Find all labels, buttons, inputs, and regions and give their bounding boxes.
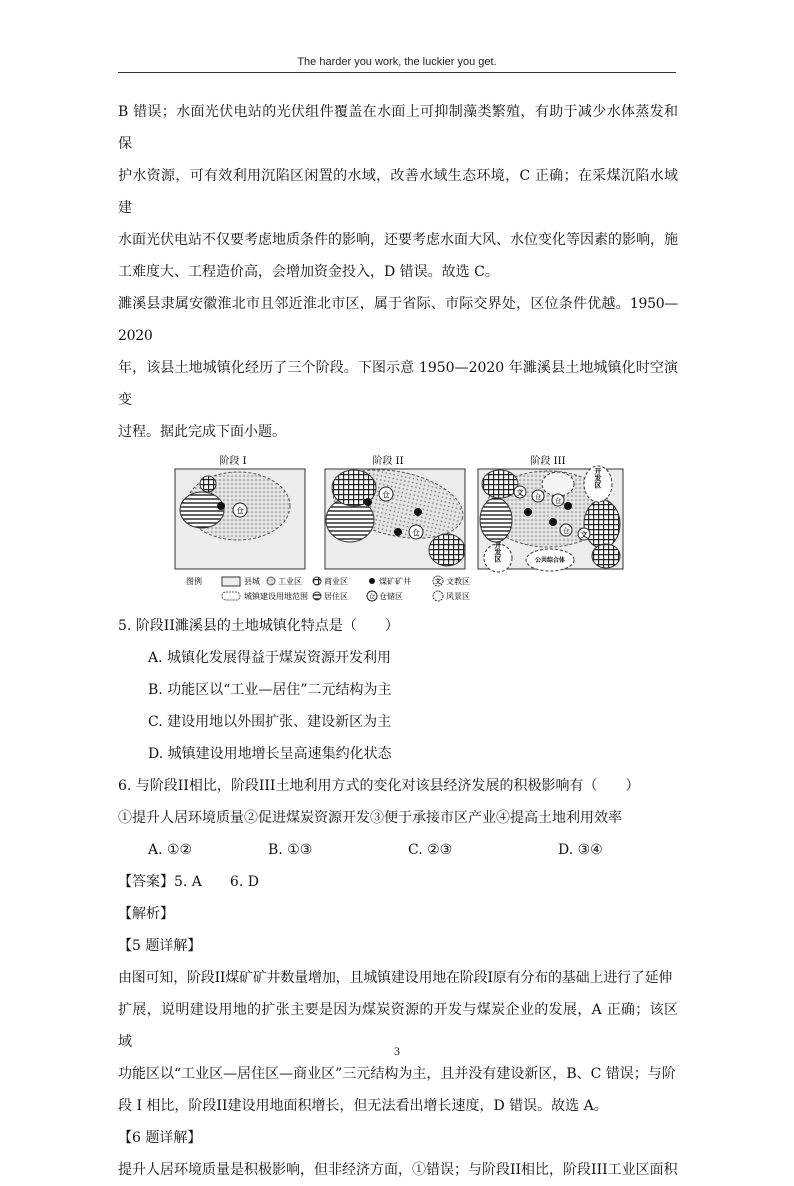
legend-scenic-swatch bbox=[433, 591, 443, 601]
stage-title-2: 阶段 II bbox=[372, 456, 404, 467]
storage-marker-text: 仓 bbox=[534, 493, 542, 501]
question-stem bbox=[118, 288, 678, 448]
legend-culture-glyph: 文 bbox=[434, 578, 442, 586]
commerce-zone bbox=[592, 544, 620, 568]
paragraph-line: 提升人居环境质量是积极影响，但非经济方面，①错误；与阶段II相比，阶段III工业区面积 bbox=[118, 1162, 678, 1178]
stage-1-map bbox=[175, 469, 305, 569]
stage-3-map bbox=[478, 466, 623, 572]
paragraph-line: 工难度大、工程造价高，会增加资金投入，D 错误。故选 C。 bbox=[118, 264, 499, 280]
detail-5-label: 【5 题详解】 bbox=[118, 938, 202, 954]
legend-county-swatch bbox=[222, 577, 240, 586]
legend-boundary: 城镇建设用地范围 bbox=[244, 592, 308, 601]
paragraph-line: 段 I 相比，阶段II建设用地面积增长，但无法看出增长速度，D 错误。故选 A。 bbox=[118, 1098, 608, 1114]
paragraph-line: 功能区以“工业区—居住区—商业区”三元结构为主，且并没有建设新区，B、C 错误；与阶 bbox=[118, 1066, 676, 1082]
legend-scenic: 风景区 bbox=[446, 592, 470, 601]
q5-option-a: A. 城镇化发展得益于煤炭资源开发利用 bbox=[148, 650, 392, 666]
storage-marker-text: 仓 bbox=[382, 490, 390, 500]
legend-industry: 工业区 bbox=[278, 577, 302, 586]
legend-residential: 居住区 bbox=[324, 592, 348, 601]
page-content bbox=[118, 96, 678, 1186]
residential-zone bbox=[480, 498, 512, 542]
q5-option-d: D. 城镇建设用地增长呈高速集约化状态 bbox=[148, 746, 392, 762]
question-5 bbox=[118, 610, 678, 770]
storage-marker-text: 仓 bbox=[562, 527, 570, 535]
detail-6 bbox=[118, 1122, 678, 1186]
public-complex-label: 公共综合体 bbox=[534, 557, 566, 564]
q6-option-b: B. ①③ bbox=[268, 842, 313, 858]
commerce-zone bbox=[584, 500, 620, 548]
figure-svg bbox=[118, 454, 678, 604]
dev-zone-b-label: 开发区 bbox=[494, 541, 502, 563]
paragraph-line: B 错误；水面光伏电站的光伏组件覆盖在水面上可抑制藻类繁殖，有助于减少水体蒸发和保 bbox=[118, 104, 678, 152]
answer-line: 【答案】5. A 6. D bbox=[118, 874, 259, 890]
paragraph-line: 由图可知，阶段II煤矿矿井数量增加，且城镇建设用地在阶段I原有分布的基础上进行了延伸 bbox=[118, 970, 673, 986]
storage-marker-text: 仓 bbox=[412, 528, 420, 538]
header-motto: The harder you work, the luckier you get. bbox=[297, 56, 497, 68]
analysis-label: 【解析】 bbox=[118, 906, 174, 922]
legend-storage: 仓储区 bbox=[379, 592, 403, 601]
urbanization-figure bbox=[118, 454, 678, 604]
coal-mine-marker bbox=[549, 518, 557, 526]
legend-title: 图例 bbox=[186, 577, 202, 586]
detail-6-label: 【6 题详解】 bbox=[118, 1130, 202, 1146]
stage-2-map bbox=[325, 459, 469, 569]
dev-zone-a-label: 开发区 bbox=[594, 467, 602, 489]
legend-coal-swatch bbox=[369, 578, 375, 584]
legend-boundary-swatch bbox=[222, 592, 240, 600]
coal-mine-marker bbox=[394, 528, 402, 536]
stage-title-1: 阶段 I bbox=[219, 456, 247, 467]
q6-stem: 6. 与阶段II相比，阶段III土地利用方式的变化对该县经济发展的积极影响有（ ） bbox=[118, 778, 640, 794]
coal-mine-marker bbox=[217, 502, 225, 510]
q6-statements: ①提升人居环境质量②促进煤炭资源开发③便于承接市区产业④提高土地利用效率 bbox=[118, 810, 622, 826]
legend-industry-swatch bbox=[267, 577, 275, 585]
residential-zone bbox=[180, 492, 224, 528]
q6-option-c: C. ②③ bbox=[408, 842, 453, 858]
q6-option-d: D. ③④ bbox=[558, 842, 603, 858]
scenic-zone bbox=[542, 472, 574, 496]
q6-options bbox=[148, 834, 678, 866]
coal-mine-marker bbox=[364, 498, 372, 506]
legend-residential-swatch bbox=[313, 592, 321, 600]
legend-storage-glyph: 仓 bbox=[368, 593, 376, 601]
legend-culture: 文教区 bbox=[446, 577, 470, 586]
question-6 bbox=[118, 770, 678, 866]
legend-county: 县城 bbox=[244, 577, 260, 586]
culture-marker-text: 文 bbox=[516, 489, 524, 497]
previous-explanation bbox=[118, 96, 678, 288]
q5-option-b: B. 功能区以“工业—居住”二元结构为主 bbox=[148, 682, 392, 698]
culture-marker-text: 文 bbox=[580, 531, 588, 539]
commerce-zone bbox=[482, 470, 518, 498]
detail-5 bbox=[118, 930, 678, 1122]
coal-mine-marker bbox=[414, 508, 422, 516]
paragraph-line: 扩展，说明建设用地的扩张主要是因为煤炭资源的开发与煤炭企业的发展，A 正确；该区域 bbox=[118, 1002, 678, 1050]
q5-stem: 5. 阶段II濉溪县的土地城镇化特点是（ ） bbox=[118, 618, 399, 634]
paragraph-line: 水面光伏电站不仅要考虑地质条件的影响，还要考虑水面大风、水位变化等因素的影响，施 bbox=[118, 232, 678, 248]
paragraph-line: 过程。据此完成下面小题。 bbox=[118, 424, 286, 440]
coal-mine-marker bbox=[564, 502, 572, 510]
q6-option-a: A. ①② bbox=[148, 842, 193, 858]
legend-coal: 煤矿矿井 bbox=[379, 577, 411, 586]
storage-marker-text: 仓 bbox=[236, 506, 244, 516]
header-rule bbox=[118, 72, 676, 73]
legend-commerce: 商业区 bbox=[324, 577, 348, 586]
q5-option-c: C. 建设用地以外围扩张、建设新区为主 bbox=[148, 714, 392, 730]
commerce-zone bbox=[429, 534, 465, 566]
paragraph-line: 护水资源，可有效利用沉陷区闲置的水域，改善水域生态环境，C 正确；在采煤沉陷水域建 bbox=[118, 168, 678, 216]
storage-marker-text: 仓 bbox=[554, 497, 562, 505]
figure-legend bbox=[186, 576, 470, 601]
paragraph-line: 年，该县土地城镇化经历了三个阶段。下图示意 1950—2020 年濉溪县土地城镇化时空演变 bbox=[118, 360, 678, 408]
paragraph-line: 濉溪县隶属安徽淮北市且邻近淮北市区，属于省际、市际交界处，区位条件优越。1950—2020 bbox=[118, 296, 678, 344]
legend-commerce-swatch bbox=[313, 577, 321, 585]
stage-title-3: 阶段 III bbox=[530, 456, 566, 467]
commerce-zone bbox=[200, 476, 216, 492]
page-number: 3 bbox=[394, 1044, 400, 1058]
coal-mine-marker bbox=[524, 508, 532, 516]
